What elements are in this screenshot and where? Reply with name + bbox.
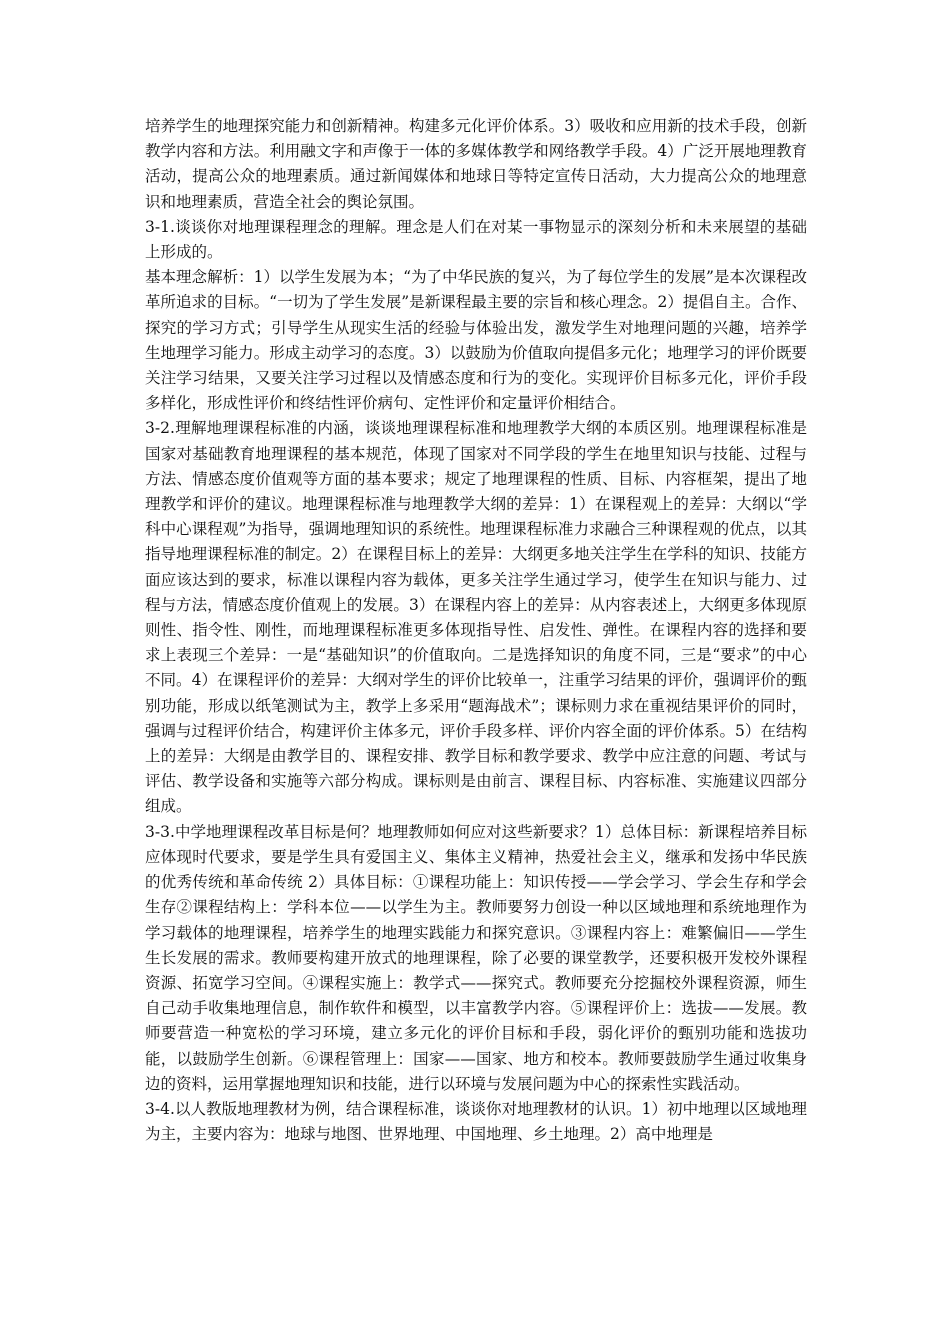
paragraph-basic-concept-analysis: 基本理念解析：1）以学生发展为本；“为了中华民族的复兴，为了每位学生的发展”是本次课程改革所追求的目标。“一切为了学生发展”是新课程最主要的宗旨和核心理念。2）提倡自主。合作、探究的学习方式；引导学生从现实生活的经验与体验出发，激发学生对地理问题的兴趣，培养学生地理学习能力。形成主动学习的态度。3）以鼓励为价值取向提倡多元化；地理学习的评价既要关注学习结果，又要关注学习过程以及情感态度和行为的变化。实现评价目标多元化，评价手段多样化，形成性评价和终结性评价病句、定性评价和定量评价相结合。	[145, 268, 807, 413]
paragraph-question-3-3: 3-3.中学地理课程改革目标是何？地理教师如何应对这些新要求？1）总体目标：新课程培养目标应体现时代要求，要是学生具有爱国主义、集体主义精神，热爱社会主义，继承和发扬中华民族的优秀传统和革命传统 2）具体目标：①课程功能上：知识传授——学会学习、学会生存和学会生存②课程结构上：学科本位——以学生为主。教师要努力创设一种以区域地理和系统地理作为学习载体的地理课程，培养学生的地理实践能力和探究意识。③课程内容上：难繁偏旧——学生生长发展的需求。教师要构建开放式的地理课程，除了必要的课堂教学，还要积极开发校外课程资源、拓宽学习空间。④课程实施上：教学式——探究式。教师要充分挖掘校外课程资源，师生自己动手收集地理信息，制作软件和模型，以丰富教学内容。⑤课程评价上：选拔——发展。教师要营造一种宽松的学习环境，建立多元化的评价目标和手段，弱化评价的甄别功能和选拔功能，以鼓励学生创新。⑥课程管理上：国家——国家、地方和校本。教师要鼓励学生通过收集身边的资料，运用掌握地理知识和技能，进行以环境与发展问题为中心的探索性实践活动。	[145, 822, 807, 1093]
paragraph-question-3-2: 3-2.理解地理课程标准的内涵，谈谈地理课程标准和地理教学大纲的本质区别。地理课程标准是国家对基础教育地理课程的基本规范，体现了国家对不同学段的学生在地里知识与技能、过程与方法、情感态度价值观等方面的基本要求；规定了地理课程的性质、目标、内容框架，提出了地理教学和评价的建议。地理课程标准与地理教学大纲的差异：1）在课程观上的差异：大纲以“学科中心课程观”为指导，强调地理知识的系统性。地理课程标准力求融合三种课程观的优点，以其指导地理课程标准的制定。2）在课程目标上的差异：大纲更多地关注学生在学科的知识、技能方面应该达到的要求，标准以课程内容为载体，更多关注学生通过学习，使学生在知识与能力、过程与方法，情感态度价值观上的发展。3）在课程内容上的差异：从内容表述上，大纲更多体现原则性、指令性、刚性，而地理课程标准更多体现指导性、启发性、弹性。在课程内容的选择和要求上表现三个差异：一是“基础知识”的价值取向。二是选择知识的角度不同，三是“要求”的中心不同。4）在课程评价的差异：大纲对学生的评价比较单一，注重学习结果的评价，强调评价的甄别功能，形成以纸笔测试为主，教学上多采用“题海战术”；课标则力求在重视结果评价的同时，强调与过程评价结合，构建评价主体多元，评价手段多样、评价内容全面的评价体系。5）在结构上的差异：大纲是由教学目的、课程安排、教学目标和教学要求、教学中应注意的问题、考试与评估、教学设备和实施等六部分构成。课标则是由前言、课程目标、内容标准、实施建议四部分组成。	[145, 419, 807, 816]
paragraph-question-3-4: 3-4.以人教版地理教材为例，结合课程标准，谈谈你对地理教材的认识。1）初中地理以区域地理为主，主要内容为：地球与地图、世界地理、中国地理、乡土地理。2）高中地理是	[145, 1099, 807, 1144]
document-page	[145, 114, 807, 1147]
paragraph-education-reform-measures: 培养学生的地理探究能力和创新精神。构建多元化评价体系。3）吸收和应用新的技术手段，创新教学内容和方法。利用融文字和声像于一体的多媒体教学和网络教学手段。4）广泛开展地理教育活动，提高公众的地理素质。通过新闻媒体和地球日等特定宣传日活动，大力提高公众的地理意识和地理素质，营造全社会的舆论氛围。	[145, 117, 807, 211]
paragraph-question-3-1: 3-1.谈谈你对地理课程理念的理解。理念是人们在对某一事物显示的深刻分析和未来展望的基础上形成的。	[145, 217, 807, 262]
